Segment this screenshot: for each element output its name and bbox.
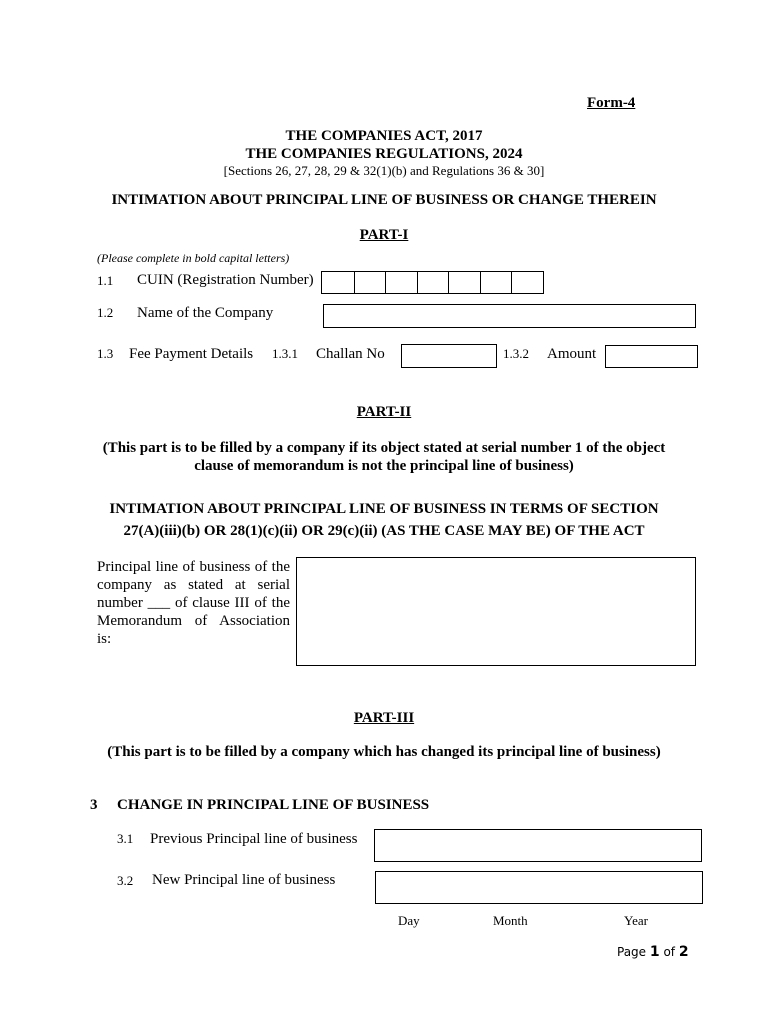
previous-business-number: 3.1	[117, 831, 134, 846]
form-id: Form-4	[587, 95, 636, 111]
company-name-number: 1.2	[97, 305, 114, 320]
cuin-cell[interactable]	[448, 271, 481, 294]
sections-reference: [Sections 26, 27, 28, 29 & 32(1)(b) and Regulations 36 & 30]	[223, 163, 545, 178]
principal-business-field[interactable]	[296, 557, 696, 666]
date-year-label: Year	[624, 913, 648, 928]
part1-heading: PART-I	[359, 227, 409, 243]
principal-business-label	[97, 558, 290, 648]
challan-field[interactable]	[401, 344, 497, 368]
cuin-cell[interactable]	[354, 271, 386, 294]
fee-label: Fee Payment Details	[129, 346, 254, 362]
cuin-cell[interactable]	[321, 271, 355, 294]
amount-field[interactable]	[605, 345, 698, 368]
part2-subheading-line1: INTIMATION ABOUT PRINCIPAL LINE OF BUSINESS IN TERMS OF SECTION	[109, 501, 659, 517]
cuin-cell[interactable]	[480, 271, 512, 294]
part2-subheading-line2: 27(A)(iii)(b) OR 28(1)(c)(ii) OR 29(c)(ii) (AS THE CASE MAY BE) OF THE ACT	[123, 523, 645, 539]
new-business-number: 3.2	[117, 873, 134, 888]
challan-label: Challan No	[316, 346, 385, 362]
main-title: INTIMATION ABOUT PRINCIPAL LINE OF BUSINESS OR CHANGE THEREIN	[111, 192, 657, 208]
fee-number: 1.3	[97, 346, 114, 361]
part2-heading: PART-II	[356, 404, 412, 420]
of-word: of	[663, 945, 676, 959]
new-business-label: New Principal line of business	[152, 872, 336, 888]
part3-note: (This part is to be filled by a company which has changed its principal line of business)	[107, 744, 661, 760]
new-business-field[interactable]	[375, 871, 703, 904]
cuin-cell[interactable]	[385, 271, 418, 294]
amount-number: 1.3.2	[503, 346, 529, 361]
amount-label: Amount	[547, 346, 597, 362]
challan-number: 1.3.1	[272, 346, 298, 361]
regulations-title: THE COMPANIES REGULATIONS, 2024	[245, 146, 523, 162]
label-line: number ___ of clause III of the	[97, 595, 290, 611]
page-indicator	[617, 944, 689, 960]
label-line: Principal line of business of the	[97, 559, 290, 575]
company-name-label: Name of the Company	[137, 305, 274, 321]
label-line: is:	[97, 631, 112, 647]
date-month-label: Month	[493, 913, 528, 928]
part2-note-line1: (This part is to be filled by a company if its object stated at serial number 1 of the object	[102, 440, 666, 456]
instruction-text: (Please complete in bold capital letters)	[97, 251, 290, 265]
part2-note-line2: clause of memorandum is not the principal line of business)	[194, 458, 574, 474]
label-line: company as stated at serial	[97, 577, 290, 593]
company-name-field[interactable]	[323, 304, 696, 328]
section3-number: 3	[90, 797, 98, 813]
previous-business-field[interactable]	[374, 829, 702, 862]
label-line: Memorandum of Association	[97, 613, 290, 629]
cuin-number: 1.1	[97, 273, 114, 288]
date-day-label: Day	[398, 913, 420, 928]
act-title: THE COMPANIES ACT, 2017	[285, 128, 483, 144]
page-word: Page	[617, 945, 647, 959]
section3-title: CHANGE IN PRINCIPAL LINE OF BUSINESS	[117, 797, 430, 813]
total-pages: 2	[678, 944, 689, 960]
current-page: 1	[649, 944, 660, 960]
cuin-label: CUIN (Registration Number)	[137, 272, 314, 288]
part3-heading: PART-III	[353, 710, 415, 726]
cuin-cell[interactable]	[417, 271, 449, 294]
cuin-cell[interactable]	[511, 271, 544, 294]
previous-business-label: Previous Principal line of business	[150, 831, 358, 847]
